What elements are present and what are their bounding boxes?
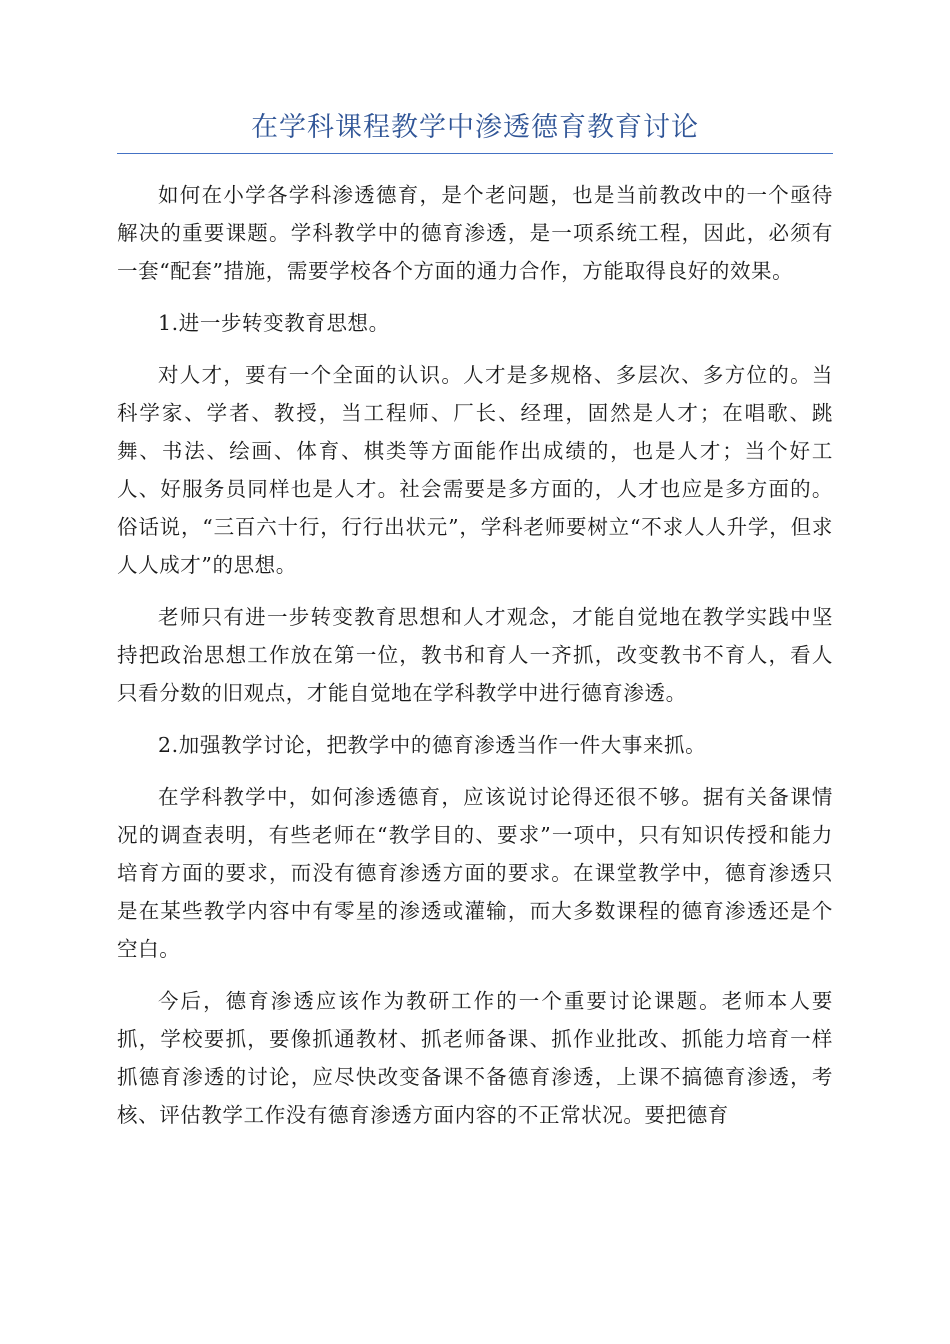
section-heading-1: 1.进一步转变教育思想。 [158,311,390,335]
paragraph-future-work: 今后，德育渗透应该作为教研工作的一个重要讨论课题。老师本人要抓，学校要抓，要像抓通教材、抓老师备课、抓作业批改、抓能力培育一样抓德育渗透的讨论，应尽快改变备课不备德育渗透，上课不搞德育渗透，考核、评估教学工作没有德育渗透方面内容的不正常状况。要把德育 [117,989,833,1127]
document-title: 在学科课程教学中渗透德育教育讨论 [117,108,833,154]
paragraph-research-status: 在学科教学中，如何渗透德育，应该说讨论得还很不够。据有关备课情况的调查表明，有些老师在“教学目的、要求”一项中，只有知识传授和能力培育方面的要求，而没有德育渗透方面的要求。在课堂教学中，德育渗透只是在某些教学内容中有零星的渗透或灌输，而大多数课程的德育渗透还是个空白。 [117,785,833,961]
paragraph-intro: 如何在小学各学科渗透德育，是个老问题，也是当前教改中的一个亟待解决的重要课题。学科教学中的德育渗透，是一项系统工程，因此，必须有一套“配套”措施，需要学校各个方面的通力合作，方能取得良好的效果。 [117,183,833,283]
document-page [117,108,833,1148]
document-body [117,176,833,1134]
section-heading-2: 2.加强教学讨论，把教学中的德育渗透当作一件大事来抓。 [158,733,707,757]
paragraph-talent-view: 对人才，要有一个全面的认识。人才是多规格、多层次、多方位的。当科学家、学者、教授，当工程师、厂长、经理，固然是人才；在唱歌、跳舞、书法、绘画、体育、棋类等方面能作出成绩的，也是人才；当个好工人、好服务员同样也是人才。社会需要是多方面的，人才也应是多方面的。俗话说，“三百六十行，行行出状元”，学科老师要树立“不求人人升学，但求人人成才”的思想。 [117,363,833,577]
paragraph-teacher-thinking: 老师只有进一步转变教育思想和人才观念，才能自觉地在教学实践中坚持把政治思想工作放在第一位，教书和育人一齐抓，改变教书不育人，看人只看分数的旧观点，才能自觉地在学科教学中进行德育渗透。 [117,605,833,705]
